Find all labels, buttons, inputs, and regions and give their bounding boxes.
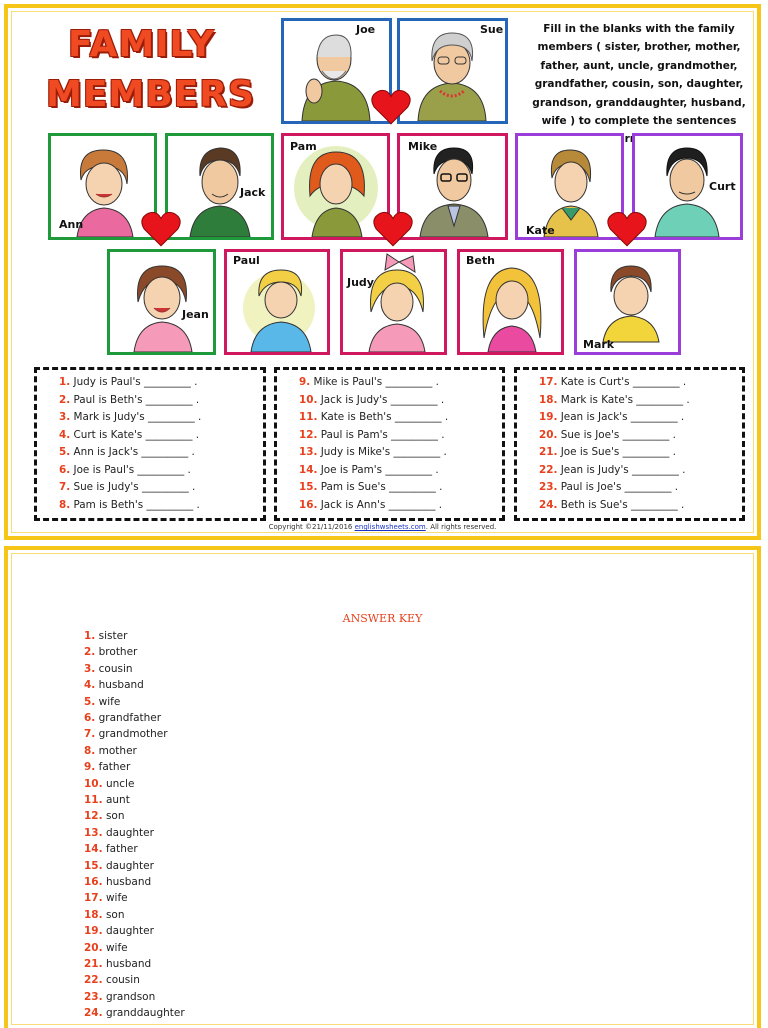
question-number: 12. [299,428,318,441]
name-pam: Pam [290,140,317,153]
question-number: 24. [539,498,558,511]
answer-item: 11. aunt [84,794,130,806]
question-item [299,499,442,511]
question-item [299,376,439,388]
question-number: 2. [59,393,71,406]
copyright-prefix: Copyright ©21/11/2016 [268,523,355,531]
card-beth [457,249,564,355]
worksheet-page [4,4,761,540]
card-curt [632,133,743,240]
card-sue [397,18,508,124]
question-number: 11. [299,411,318,423]
question-number: 7. [59,481,71,493]
answer-item: 9. father [84,761,131,774]
name-jean: Jean [182,308,209,321]
name-curt: Curt [709,180,736,193]
question-number: 20. [539,428,558,441]
question-text: Judy is Paul's _________ . [73,376,198,388]
name-ann: Ann [59,218,84,231]
instructions: Fill in the blanks with the family members ( sister, brother, mother, father, aunt, uncle, grandmother, grandfather, cousin, son, daughter, grandson, granddaughter, husband, wife ) to complete the sentences [532,23,746,128]
name-sue: Sue [480,23,504,36]
question-number: 8. [59,498,71,511]
answer-item: 23. grandson [84,990,156,1003]
question-item [299,464,439,476]
answer-item: 17. wife [84,892,128,905]
portrait-jean [110,252,213,352]
question-text: Joe is Paul's _________ . [73,463,191,476]
answer-item: 18. son [84,908,125,921]
question-text: Jean is Judy's _________ . [560,463,686,476]
name-jack: Jack [240,186,266,199]
copyright-suffix: . All rights reserved. [425,523,497,531]
title-line-1: FAMILY [68,24,215,65]
answer-item: 13. daughter [84,826,154,839]
question-text: Joe is Pam's _________ . [320,463,439,476]
question-number: 14. [299,463,318,476]
copyright-link[interactable]: englishwsheets.com [354,523,426,531]
answer-key-page [4,546,761,1028]
question-item [59,411,201,423]
question-item [539,464,685,476]
name-beth: Beth [466,254,495,267]
question-item [539,481,678,493]
answer-item: 1. sister [84,630,128,642]
question-text: Paul is Joe's _________ . [560,481,679,493]
question-text: Mark is Kate's _________ . [560,393,690,406]
portrait-judy [343,252,444,352]
question-item [59,376,197,388]
question-item [59,464,191,476]
question-text: Mike is Paul's _________ . [313,376,439,388]
question-text: Pam is Beth's _________ . [73,498,200,511]
portrait-sue [400,21,505,121]
answer-item: 22. cousin [84,974,140,987]
question-item [299,429,445,441]
question-text: Kate is Curt's _________ . [560,376,687,388]
answer-item: 14. father [84,843,138,856]
answer-item: 15. daughter [84,859,154,872]
question-text: Paul is Pam's _________ . [320,428,445,441]
question-number: 10. [299,393,318,406]
questions-box-3 [514,367,745,521]
questions-box-2 [274,367,505,521]
question-item [539,446,676,458]
question-number: 23. [539,481,558,493]
answer-item: 6. grandfather [84,712,162,724]
name-judy: Judy [347,276,374,289]
portrait-beth [460,252,561,352]
answer-item: 21. husband [84,958,152,970]
name-kate: Kate [526,224,555,237]
question-item [539,411,684,423]
question-number: 21. [539,446,558,458]
question-number: 13. [299,446,318,458]
question-number: 15. [299,481,318,493]
question-text: Kate is Beth's _________ . [320,411,449,423]
question-number: 3. [59,411,71,423]
name-mark: Mark [583,338,615,351]
question-item [299,446,447,458]
question-number: 16. [299,498,318,511]
heart-icon [372,210,414,248]
answer-item: 2. brother [84,646,138,659]
question-text: Pam is Sue's _________ . [320,481,443,493]
questions-box-1 [34,367,266,521]
answer-item: 20. wife [84,941,128,954]
question-item [59,481,195,493]
question-item [539,376,686,388]
card-mark [574,249,681,355]
question-text: Beth is Sue's _________ . [560,498,685,511]
question-text: Sue is Judy's _________ . [73,481,196,493]
question-item [299,411,448,423]
question-number: 17. [539,376,558,388]
card-jean [107,249,216,355]
answer-item: 24. granddaughter [84,1007,185,1020]
question-text: Ann is Jack's _________ . [73,446,195,458]
question-text: Sue is Joe's _________ . [560,428,676,441]
copyright [8,523,757,531]
question-text: Joe is Sue's _________ . [560,446,676,458]
answer-item: 8. mother [84,744,137,757]
name-mike: Mike [408,140,438,153]
question-number: 9. [299,376,311,388]
heart-icon [140,210,182,248]
question-item [299,481,442,493]
answer-item: 12. son [84,810,125,823]
name-paul: Paul [233,254,260,267]
question-text: Jack is Judy's _________ . [320,393,445,406]
answer-key-title: ANSWER KEY [342,612,423,625]
heart-icon [606,210,648,248]
name-joe: Joe [356,23,376,36]
portrait-paul [227,252,327,352]
question-number: 22. [539,463,558,476]
question-item [299,394,444,406]
answer-item: 5. wife [84,695,121,708]
answer-item: 4. husband [84,679,144,692]
card-judy [340,249,447,355]
question-text: Jean is Jack's _________ . [560,411,685,423]
card-paul [224,249,330,355]
question-text: Judy is Mike's _________ . [320,446,447,458]
question-number: 1. [59,376,71,388]
question-text: Curt is Kate's _________ . [73,428,199,441]
question-item [59,429,199,441]
portrait-mark [577,252,678,352]
question-text: Jack is Ann's _________ . [320,498,443,511]
question-number: 5. [59,446,71,458]
answer-item: 7. grandmother [84,728,168,741]
question-text: Paul is Beth's _________ . [73,393,200,406]
answer-item: 16. husband [84,876,152,888]
answer-item: 19. daughter [84,925,154,938]
question-number: 19. [539,411,558,423]
question-item [59,394,199,406]
question-item [59,499,200,511]
question-number: 4. [59,428,71,441]
question-item [539,429,676,441]
heart-icon [370,88,412,126]
title-line-2: MEMBERS [46,74,255,115]
answer-item: 3. cousin [84,662,133,675]
question-number: 18. [539,393,558,406]
question-item [539,394,690,406]
question-item [59,446,195,458]
question-item [539,499,684,511]
answer-item: 10. uncle [84,777,135,790]
question-number: 6. [59,463,71,476]
question-text: Mark is Judy's _________ . [73,411,202,423]
